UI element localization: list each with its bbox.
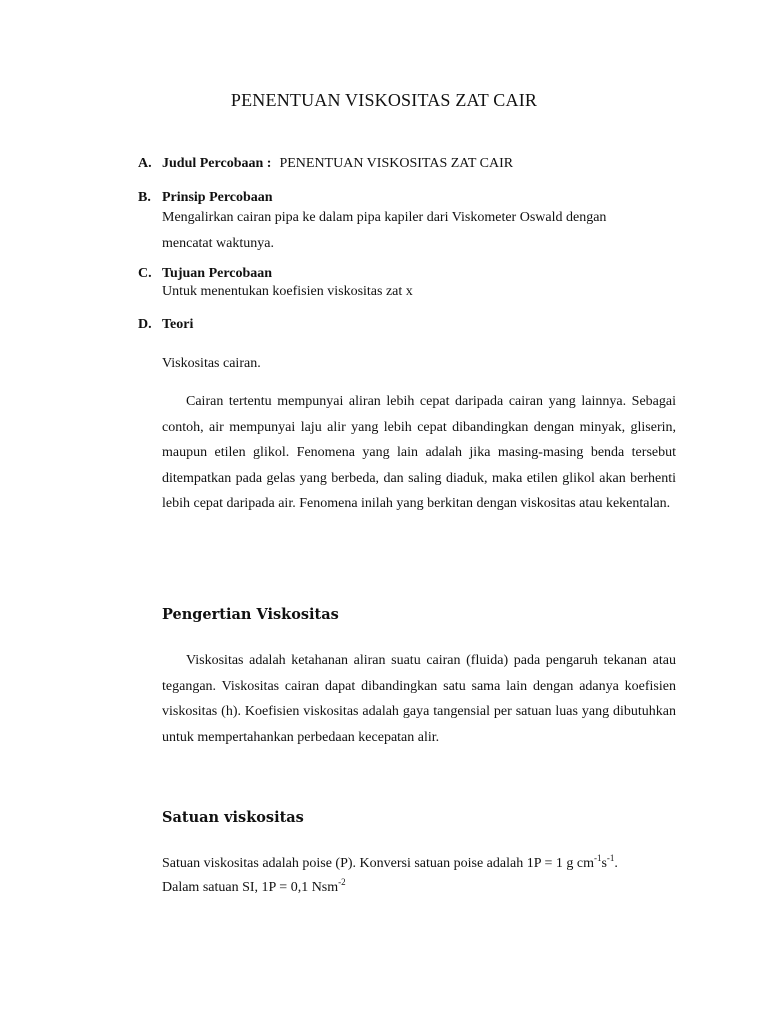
section-a-value: PENENTUAN VISKOSITAS ZAT CAIR	[279, 156, 514, 171]
section-d-label: Teori	[162, 317, 194, 332]
page-title: PENENTUAN VISKOSITAS ZAT CAIR	[230, 90, 538, 110]
satuan-line-1-end: .	[614, 856, 618, 871]
section-c-body: Untuk menentukan koefisien viskositas zat x	[162, 284, 413, 299]
satuan-heading: Satuan viskositas	[162, 809, 304, 826]
satuan-line-1-text: Satuan viskositas adalah poise (P). Konversi satuan poise adalah 1P = 1 g cm	[162, 856, 594, 871]
section-b-body-line1: Mengalirkan cairan pipa ke dalam pipa kapiler dari Viskometer Oswald dengan	[162, 210, 607, 225]
section-a	[138, 154, 678, 174]
teori-intro: Viskositas cairan.	[162, 356, 261, 371]
satuan-line-1-sup1: -1	[593, 853, 602, 863]
section-d-letter: D.	[138, 317, 152, 332]
teori-paragraph-1: Cairan tertentu mempunyai aliran lebih cepat daripada cairan yang lainnya. Sebagai contoh, air mempunyai laju alir yang lebih cepat dibandingkan dengan minyak, gliserin, maupun etilen glikol. Fenomena yang lain adalah jika masing-masing benda tersebut ditempatkan pada gelas yang berbeda, dan saling diaduk, maka etilen glikol akan berhenti lebih cepat daripada air. Fenomena inilah yang berkitan dengan viskositas atau kekentalan.	[162, 394, 676, 511]
section-b-label: Prinsip Percobaan	[162, 190, 273, 205]
section-c-label: Tujuan Percobaan	[162, 266, 273, 281]
pengertian-heading: Pengertian Viskositas	[162, 606, 339, 623]
section-c	[138, 264, 678, 302]
section-b-letter: B.	[138, 190, 151, 205]
satuan-line-2-text: Dalam satuan SI, 1P = 0,1 Nsm	[162, 880, 339, 895]
satuan-line-1	[162, 852, 676, 876]
satuan-line-1-mid: s	[601, 856, 607, 871]
satuan-paragraph	[162, 852, 676, 900]
section-b-body-line2: mencatat waktunya.	[162, 236, 274, 251]
section-d	[138, 315, 678, 335]
satuan-line-2	[162, 876, 676, 900]
satuan-line-1-sup2: -1	[606, 853, 615, 863]
satuan-line-2-sup: -2	[338, 877, 346, 887]
section-a-label: Judul Percobaan :	[162, 156, 272, 171]
section-b-body	[162, 205, 678, 257]
section-b	[138, 188, 678, 257]
pengertian-paragraph: Viskositas adalah ketahanan aliran suatu cairan (fluida) pada pengaruh tekanan atau tegangan. Viskositas cairan dapat dibandingkan satu sama lain dengan adanya koefisien viskositas (h). Koefisien viskositas adalah gaya tangensial per satuan luas yang dibutuhkan untuk mempertahankan perbedaan kecepatan alir.	[162, 653, 676, 745]
section-a-letter: A.	[138, 156, 152, 171]
section-c-letter: C.	[138, 266, 152, 281]
